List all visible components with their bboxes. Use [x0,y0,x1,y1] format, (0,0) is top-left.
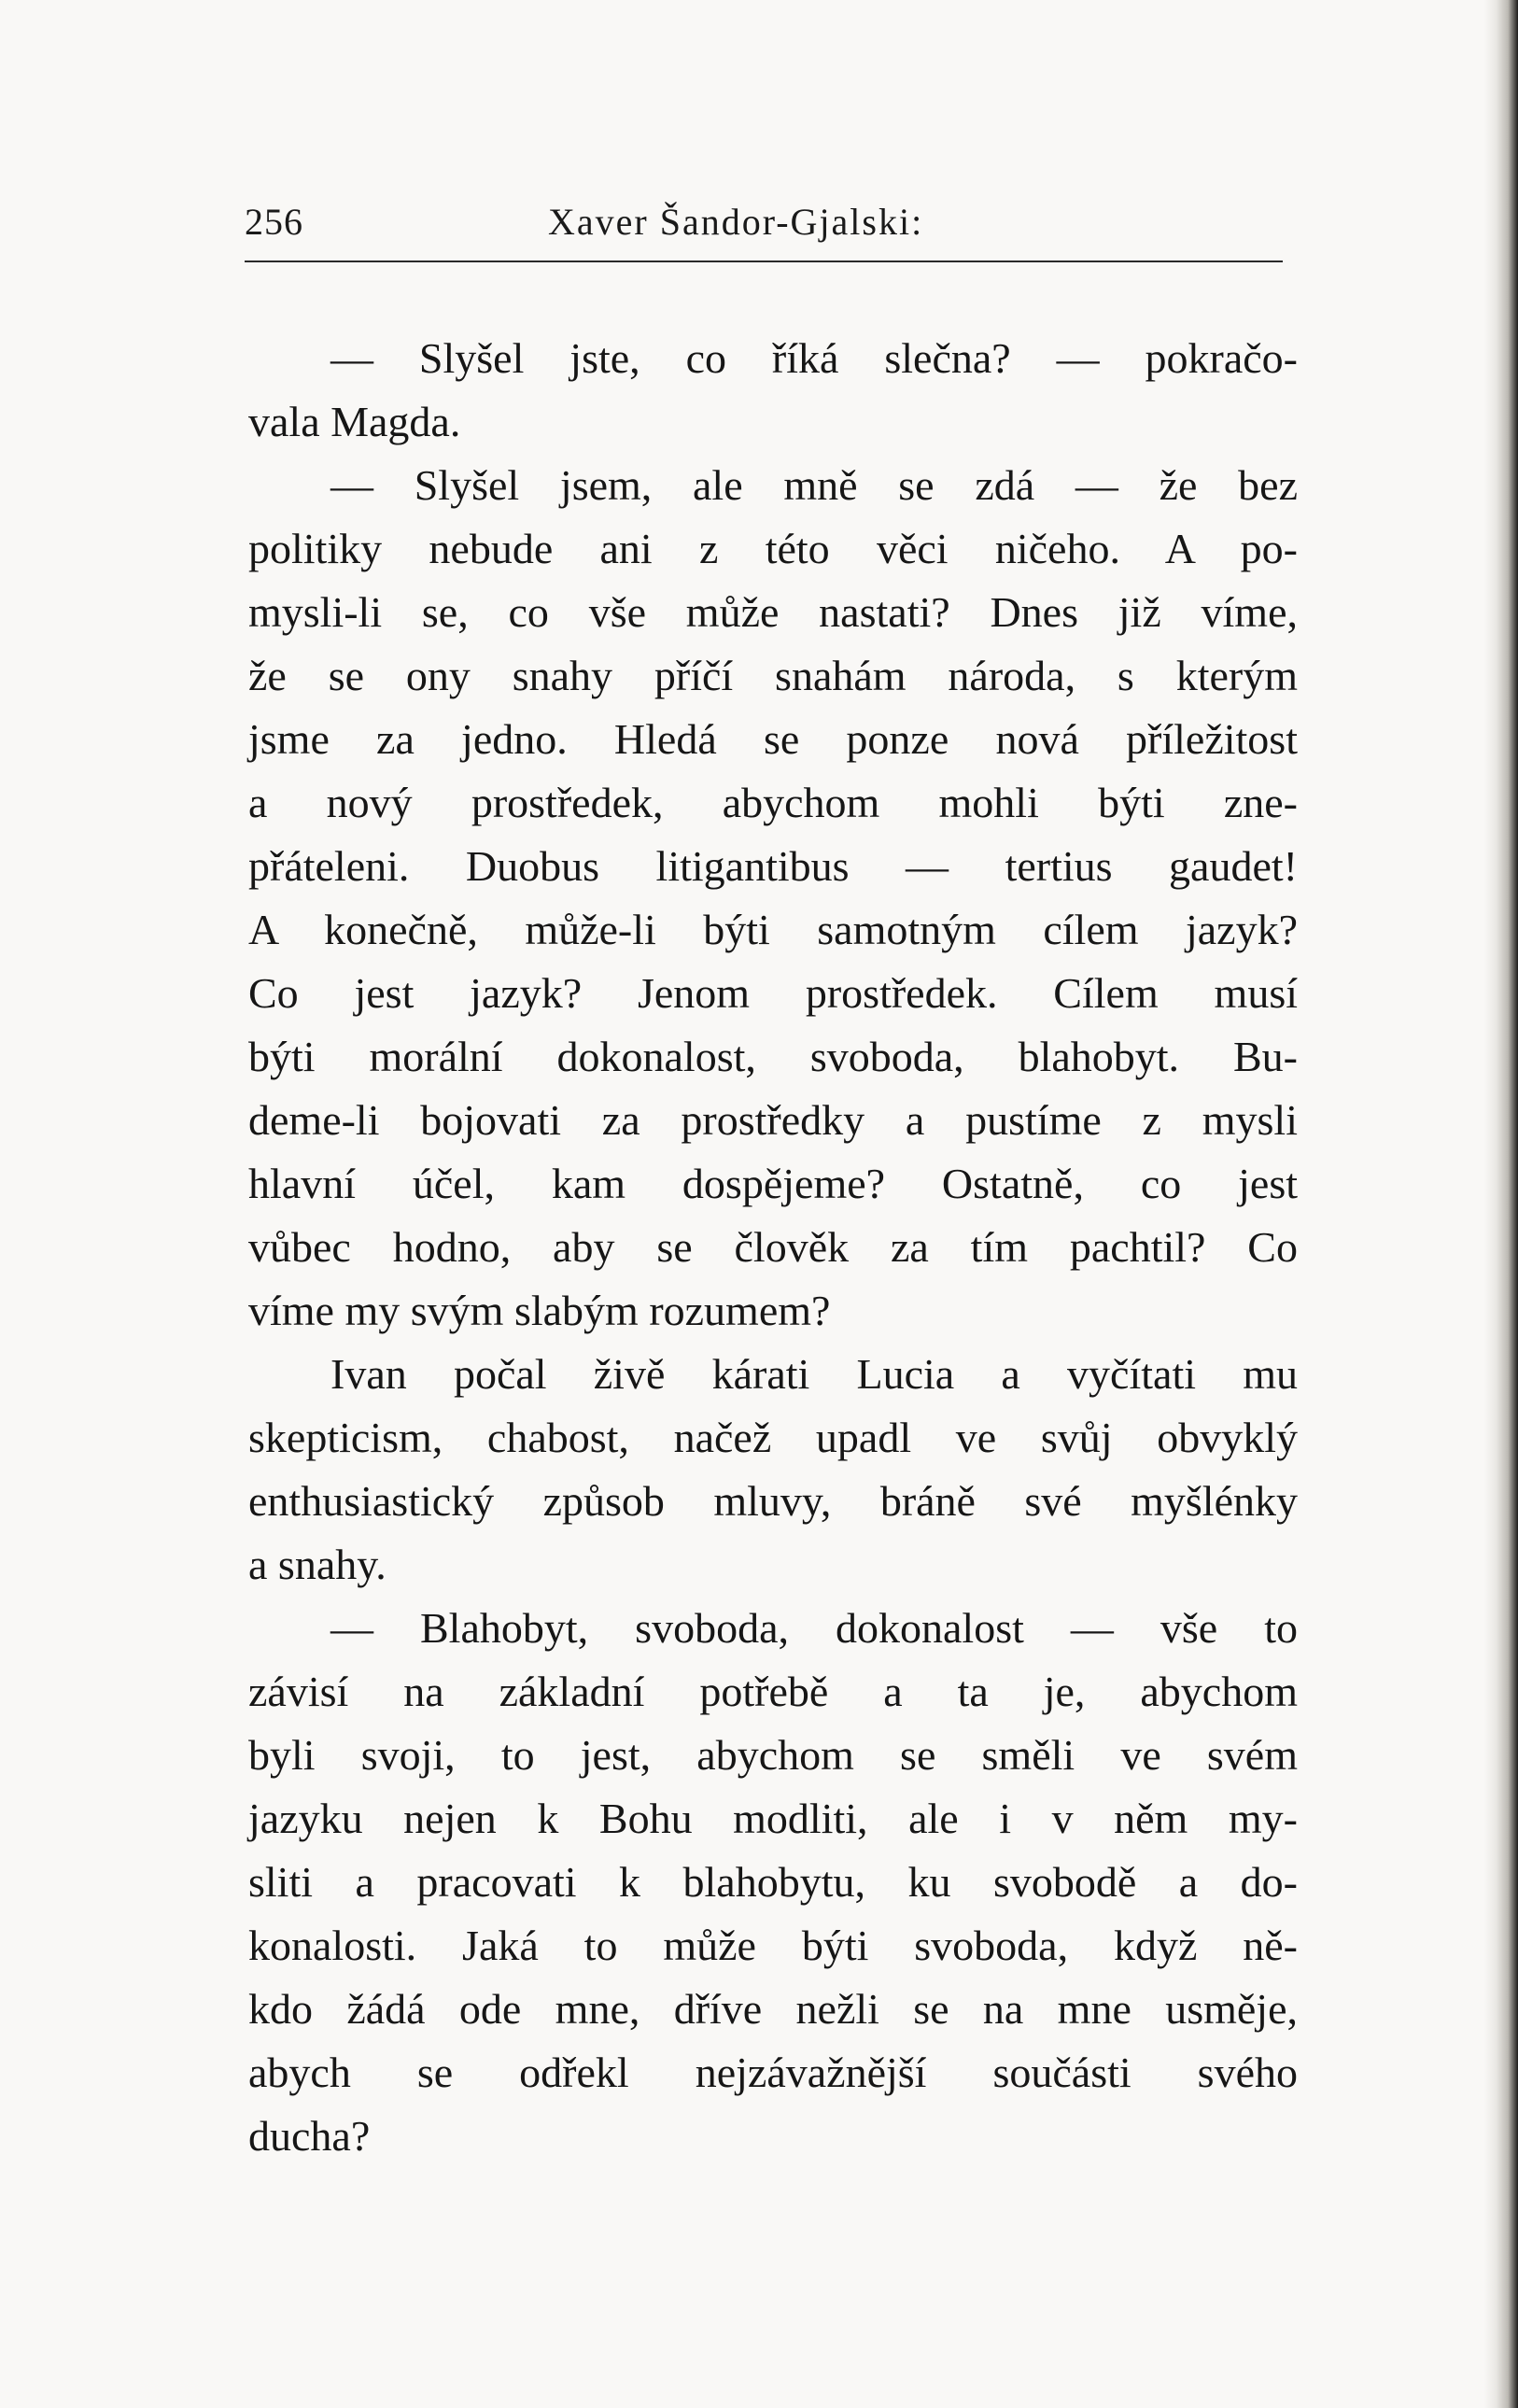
text-line: a nový prostředek, abychom mohli býti zne- [248,779,1298,826]
text-line: skepticism, chabost, načež upadl ve svůj obvyklý [248,1414,1298,1461]
text-line: a snahy. [248,1541,387,1588]
text-line: kdo žádá ode mne, dříve nežli se na mne usměje, [248,1985,1298,2033]
text-line: byli svoji, to jest, abychom se směli ve svém [248,1731,1298,1779]
text-line: A konečně, může-li býti samotným cílem jazyk? [248,906,1298,953]
text-line: sliti a pracovati k blahobytu, ku svobodě a do- [248,1858,1298,1906]
text-line: abych se odřekl nejzávažnější součásti svého [248,2049,1298,2096]
text-line: konalosti. Jaká to může býti svoboda, když ně- [248,1922,1298,1969]
text-line: Co jest jazyk? Jenom prostředek. Cílem musí [248,969,1298,1017]
text-line: přáteleni. Duobus litigantibus — tertius gaudet! [248,842,1298,890]
text-line: víme my svým slabým rozumem? [248,1287,831,1334]
text-line: — Slyšel jste, co říká slečna? — pokračo- [330,334,1298,382]
page-binding-edge [1484,0,1518,2408]
text-line: Ivan počal živě kárati Lucia a vyčítati mu [330,1350,1298,1398]
text-line: deme-li bojovati za prostředky a pustíme z mysli [248,1096,1298,1144]
text-line: vala Magda. [248,398,461,445]
text-line: že se ony snahy příčí snahám národa, s kterým [248,652,1298,699]
text-line: — Slyšel jsem, ale mně se zdá — že bez [330,461,1298,509]
text-line: — Blahobyt, svoboda, dokonalost — vše to [330,1604,1298,1652]
text-line: závisí na základní potřebě a ta je, abychom [248,1668,1298,1715]
text-line: vůbec hodno, aby se člověk za tím pachtil? Co [248,1223,1298,1271]
header-rule [245,261,1283,262]
text-line: jazyku nejen k Bohu modliti, ale i v něm my- [248,1795,1298,1842]
text-line: politiky nebude ani z této věci ničeho. A po- [248,525,1298,572]
text-line: býti morální dokonalost, svoboda, blahobyt. Bu- [248,1033,1298,1080]
running-head: Xaver Šandor-Gjalski: [548,201,924,243]
text-line: ducha? [248,2112,371,2160]
page-number: 256 [245,201,303,243]
text-line: hlavní účel, kam dospějeme? Ostatně, co jest [248,1160,1298,1207]
text-line: jsme za jedno. Hledá se ponze nová příležitost [248,715,1298,763]
text-line: mysli-li se, co vše může nastati? Dnes již víme, [248,588,1298,636]
page-header [245,196,1283,252]
text-line: enthusiastický způsob mluvy, bráně své myšlénky [248,1477,1298,1525]
